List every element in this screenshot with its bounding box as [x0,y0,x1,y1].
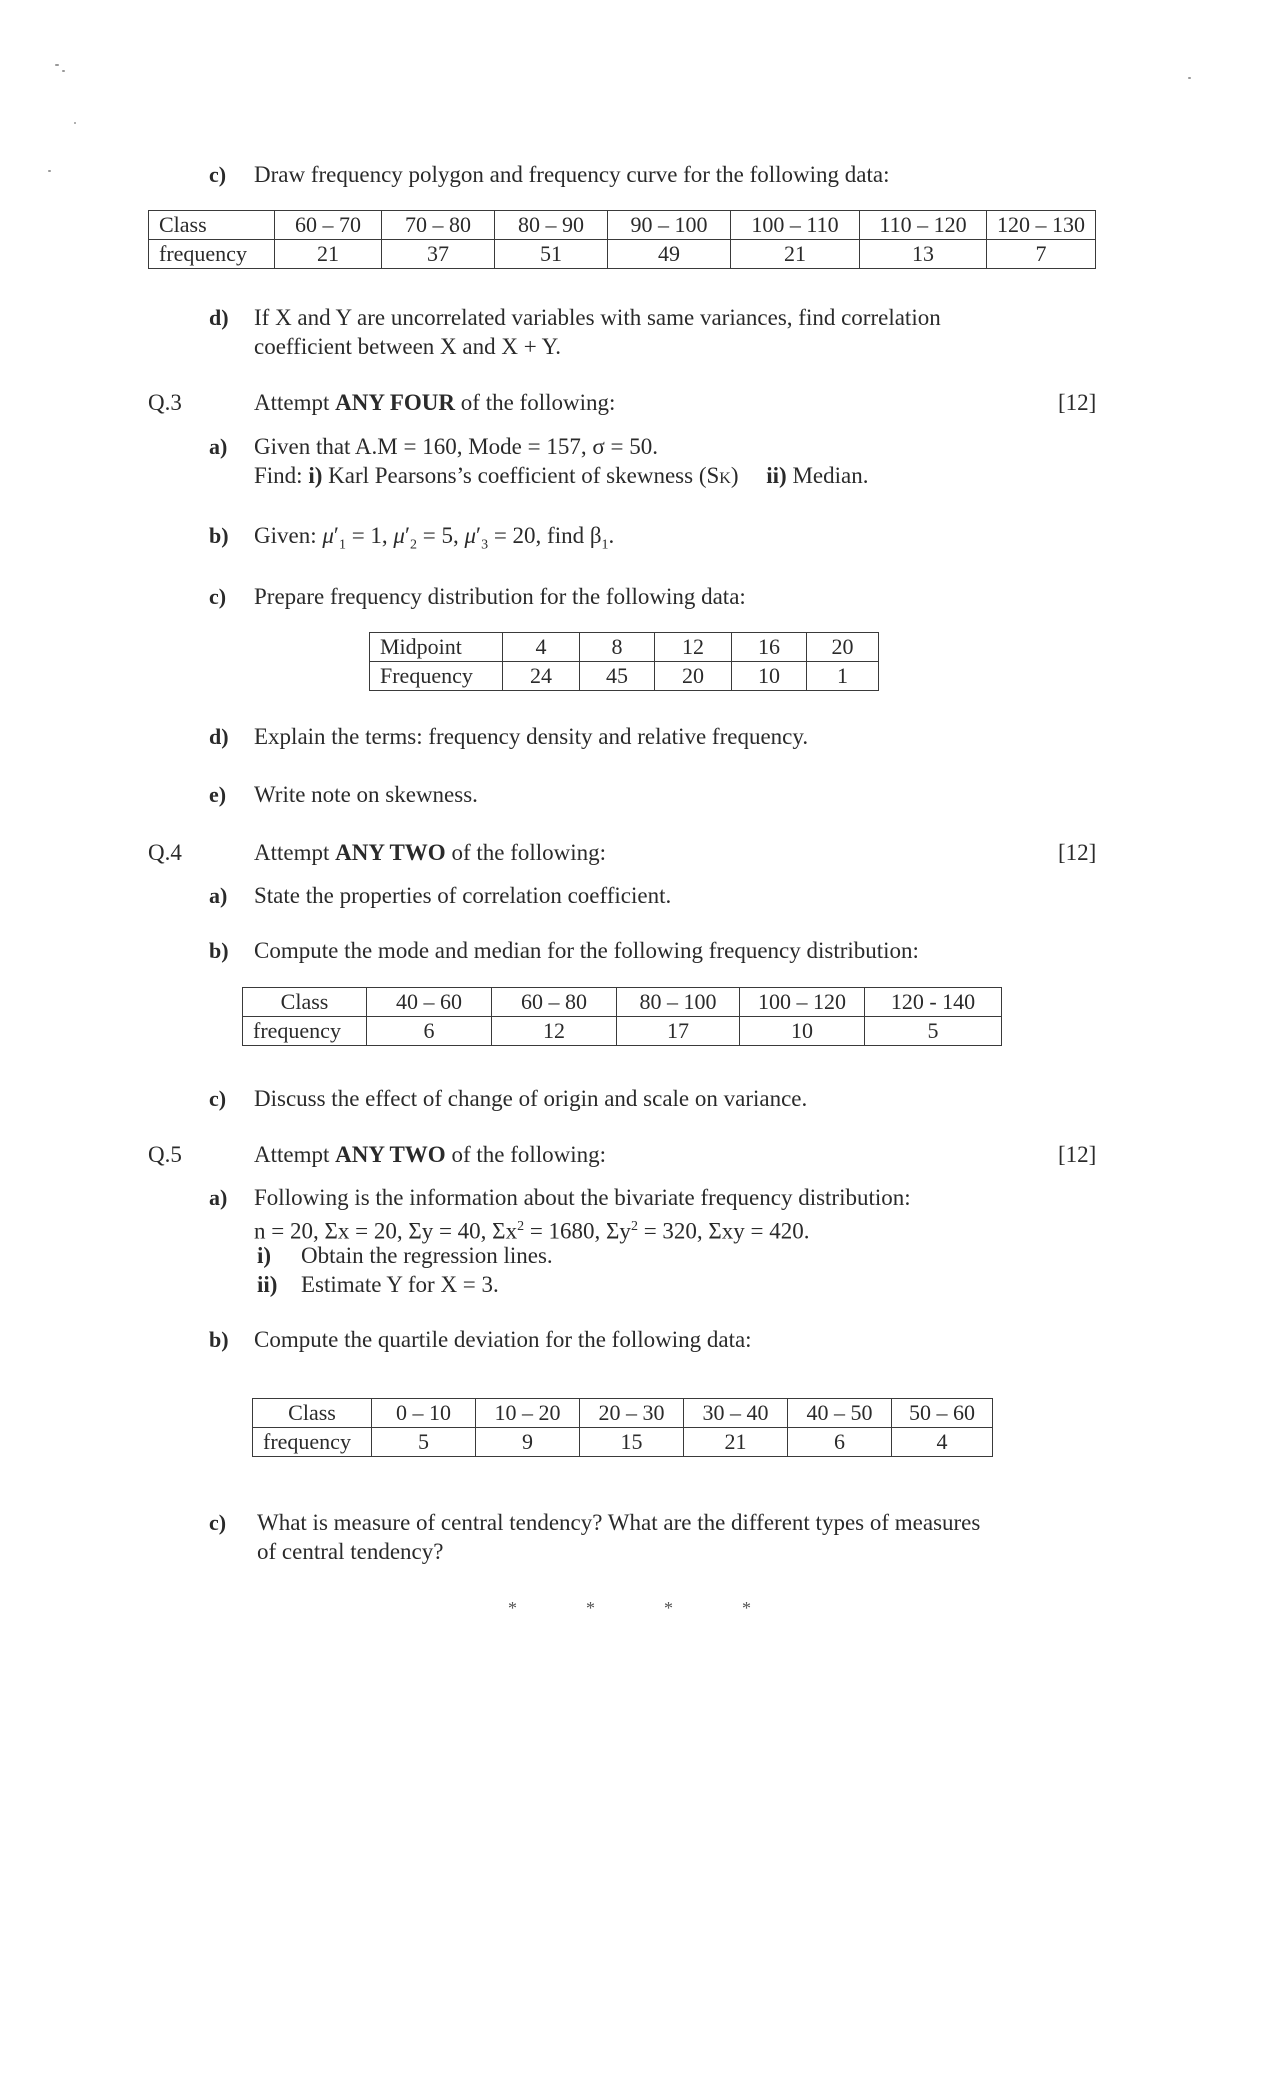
q2c-text: Draw frequency polygon and frequency curve for the following data: [254,162,890,187]
mu-symbol: μ [464,523,477,548]
q5b-label: b) [209,1327,229,1352]
q3c-question [209,582,746,611]
table-cell: 37 [382,240,495,269]
q3e-question [209,780,478,809]
table-cell: 7 [987,240,1096,269]
q3d-text: Explain the terms: frequency density and relative frequency. [254,724,809,749]
table-cell: 120 - 140 [865,988,1002,1017]
table-cell: 45 [580,662,655,691]
table-cell: 0 – 10 [372,1399,476,1428]
table-cell: Class [243,988,367,1017]
table-cell: 20 – 30 [580,1399,684,1428]
table-cell: frequency [253,1428,372,1457]
q2c-question [209,160,890,189]
q3a-line2 [254,461,868,493]
q4c-question [209,1084,808,1113]
table-cell: 40 – 60 [367,988,492,1017]
table-cell: 49 [608,240,731,269]
q3a-question [209,432,869,488]
q3b-label: b) [209,523,229,548]
q5b-question [209,1325,752,1354]
end-of-paper-marks [508,1598,820,1619]
table-cell: 5 [865,1017,1002,1046]
table-cell: 30 – 40 [684,1399,788,1428]
q5b-text: Compute the quartile deviation for the following data: [254,1327,752,1352]
q4b-label: b) [209,938,229,963]
q5-heading-pre: Attempt [254,1142,336,1167]
q4-number: Q.4 [148,840,182,865]
table-cell: 24 [503,662,580,691]
q5a-sub-ii [257,1270,499,1299]
table-cell: 20 [655,662,732,691]
table-cell: 16 [732,633,807,662]
q4-marks: [12] [1058,840,1097,865]
end-star: * [508,1598,517,1618]
table-cell: 1 [807,662,879,691]
table-cell: 60 – 70 [275,211,382,240]
scan-speck [62,70,65,72]
table-cell: Midpoint [370,633,503,662]
table-cell: 50 – 60 [892,1399,993,1428]
table-row [253,1428,993,1457]
q5a-line1: Following is the information about the bivariate frequency distribution: [254,1185,911,1210]
table-cell: 51 [495,240,608,269]
q3d-question [209,722,809,751]
prime-mark: ′ [333,523,339,548]
q3a-find: Find: [254,463,309,488]
q5a-label: a) [209,1185,228,1210]
q5a-sums-b: = 1680, Σy [524,1218,631,1244]
q3c-label: c) [209,584,227,609]
table-header-row [243,988,1002,1017]
q3a-skewness-text: Karl Pearsons’s coefficient of skewness (S [322,463,720,488]
table-cell: 10 [740,1017,865,1046]
mu-symbol: μ [322,523,334,548]
q3a-label: a) [209,434,228,459]
q3a-line1: Given that A.M = 160, Mode = 157, σ = 50. [254,434,658,459]
q3d-label: d) [209,724,229,749]
q4a-label: a) [209,883,228,908]
q5c-line2: of central tendency? [257,1539,444,1564]
end-star: * [664,1598,673,1618]
table-cell: 80 – 100 [617,988,740,1017]
table-header-row [253,1399,993,1428]
q5-heading-post: of the following: [445,1142,607,1167]
q5-number: Q.5 [148,1142,182,1167]
table-cell: frequency [149,240,275,269]
prime-mark: ′ [476,523,482,548]
table-header-row [149,211,1096,240]
q3a-roman-i: i) [308,463,323,488]
q5c-question [209,1508,981,1564]
q4a-text: State the properties of correlation coefficient. [254,883,672,908]
q4b-text: Compute the mode and median for the following frequency distribution: [254,938,919,963]
table-cell: 100 – 120 [740,988,865,1017]
q3-heading-post: of the following: [455,390,616,415]
table-cell: 90 – 100 [608,211,731,240]
q3b-text [254,521,614,560]
q5a-sub-i [257,1241,553,1270]
table-cell: 5 [372,1428,476,1457]
table-cell: 110 – 120 [860,211,987,240]
q4b-frequency-table [242,987,1002,1046]
table-cell: 8 [580,633,655,662]
q5a-superscript: 2 [517,1219,525,1234]
scan-speck [74,122,76,124]
q5a-roman-i: i) [257,1243,272,1268]
scan-speck [55,64,59,66]
table-cell: 40 – 50 [788,1399,892,1428]
q3b-given: Given: [254,523,317,548]
q3a-roman-ii: ii) [766,463,787,488]
table-cell: 21 [684,1428,788,1457]
q5-heading-bold: ANY TWO [335,1142,446,1167]
q3b-period: . [608,523,615,548]
q2c-label: c) [209,162,227,187]
table-cell: Frequency [370,662,503,691]
q4-heading-pre: Attempt [254,840,336,865]
q3-heading-pre: Attempt [254,390,336,415]
mu-subscript: 3 [481,537,489,553]
prime-mark: ′ [404,523,410,548]
table-cell: 6 [367,1017,492,1046]
table-cell: 21 [731,240,860,269]
q3e-text: Write note on skewness. [254,782,478,807]
table-cell: 15 [580,1428,684,1457]
table-cell: 13 [860,240,987,269]
q3a-median: Median. [786,463,869,488]
q2d-line1: If X and Y are uncorrelated variables with same variances, find correlation [254,305,941,330]
q5a-ii-text: Estimate Y for X = 3. [301,1272,499,1297]
q5a-roman-ii: ii) [257,1272,278,1297]
end-star: * [742,1598,751,1618]
table-cell: 9 [476,1428,580,1457]
table-row [243,1017,1002,1046]
q3a-subscript: K [719,470,731,487]
q5a-sums-a: n = 20, Σx = 20, Σy = 40, Σx [254,1218,518,1244]
table-cell: 70 – 80 [382,211,495,240]
q2d-line2: coefficient between X and X + Y. [254,334,561,359]
table-cell: 4 [892,1428,993,1457]
scan-speck [1188,77,1191,79]
table-row [370,662,879,691]
beta-subscript: 1 [601,537,609,553]
q3a-close-paren: ) [730,463,739,488]
table-cell: 17 [617,1017,740,1046]
q3-heading [254,388,615,417]
q3-number: Q.3 [148,390,182,415]
q5-marks: [12] [1058,1142,1097,1167]
q3c-text: Prepare frequency distribution for the following data: [254,584,746,609]
q5-heading [254,1140,606,1169]
table-cell: 12 [655,633,732,662]
q3c-midpoint-table [369,632,879,691]
q4-heading [254,838,606,867]
table-header-row [370,633,879,662]
q4b-question [209,936,919,965]
mu-subscript: 2 [410,537,417,553]
q2c-frequency-table [148,210,1096,269]
q3-heading-bold: ANY FOUR [335,390,456,415]
q5a-sums-c: = 320, Σxy = 420. [637,1218,810,1244]
mu3-value: = 20, find β [488,523,602,548]
table-cell: 21 [275,240,382,269]
q3-marks: [12] [1058,390,1097,415]
table-cell: 10 [732,662,807,691]
q3e-label: e) [209,782,227,807]
table-cell: 80 – 90 [495,211,608,240]
q5b-frequency-table [252,1398,993,1457]
table-cell: 6 [788,1428,892,1457]
end-star: * [586,1598,595,1618]
mu-symbol: μ [393,523,405,548]
q5c-label: c) [209,1510,227,1535]
table-cell: 4 [503,633,580,662]
table-cell: 120 – 130 [987,211,1096,240]
mu-subscript: 1 [338,537,346,553]
mu1-value: = 1, [345,523,388,548]
table-cell: 10 – 20 [476,1399,580,1428]
q5c-line1: What is measure of central tendency? What are the different types of measures [257,1510,981,1535]
q4c-text: Discuss the effect of change of origin and scale on variance. [254,1086,808,1111]
scan-speck [48,170,51,172]
mu2-value: = 5, [417,523,459,548]
table-cell: frequency [243,1017,367,1046]
table-cell: Class [149,211,275,240]
table-cell: 100 – 110 [731,211,860,240]
q4-heading-post: of the following: [445,840,607,865]
table-cell: Class [253,1399,372,1428]
table-cell: 12 [492,1017,617,1046]
q2d-question [209,303,941,359]
table-cell: 20 [807,633,879,662]
q2d-label: d) [209,305,229,330]
q5a-superscript: 2 [630,1219,638,1234]
q4c-label: c) [209,1086,227,1111]
table-cell: 60 – 80 [492,988,617,1017]
q4a-question [209,881,672,910]
table-row [149,240,1096,269]
q5a-i-text: Obtain the regression lines. [301,1243,553,1268]
q4-heading-bold: ANY TWO [335,840,446,865]
